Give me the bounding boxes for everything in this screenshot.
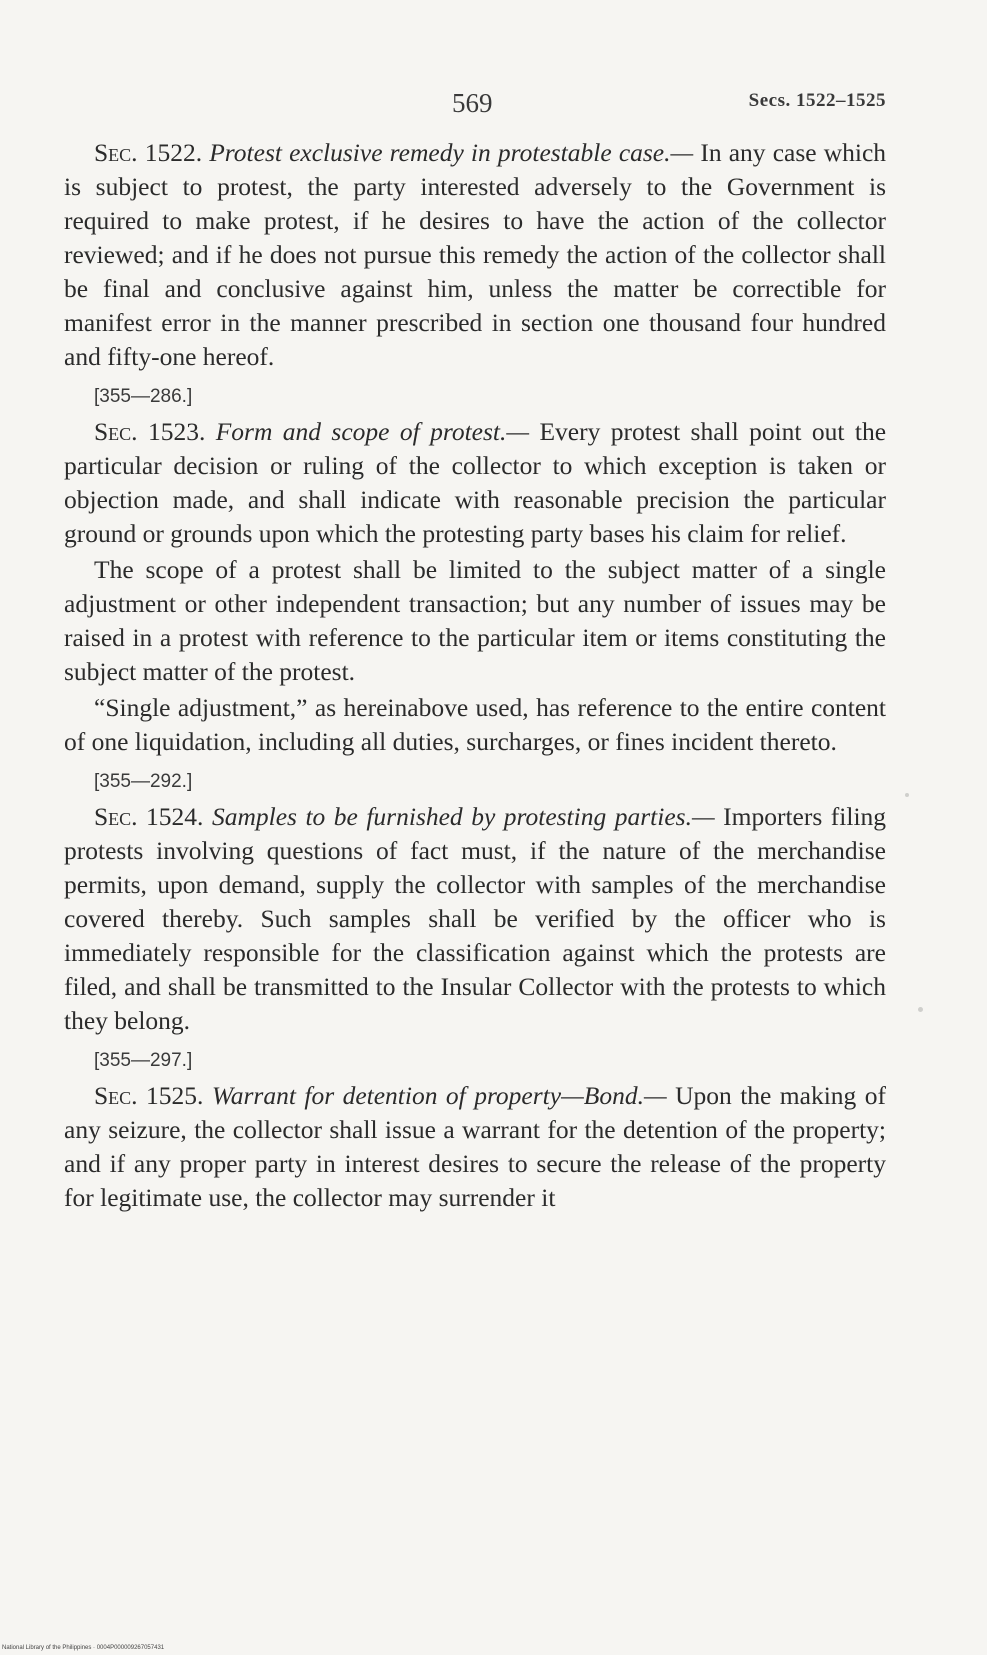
section-paragraph: “Single adjustment,” as hereinabove used, has reference to the entire content of one liquidation, including all duties, surcharges, or fines incident thereto. bbox=[64, 693, 886, 756]
section-label: Sec. 1522. bbox=[94, 138, 203, 167]
citation: [355—286.] bbox=[94, 386, 193, 407]
section-label: Sec. 1524. bbox=[94, 802, 204, 831]
citation: [355—292.] bbox=[94, 771, 193, 792]
section-1522 bbox=[64, 136, 886, 411]
page-header bbox=[64, 84, 886, 136]
scan-speck bbox=[905, 793, 909, 797]
section-body: Every protest shall point out the particular decision or ruling of the collector to which exception is taken or objection made, and shall indicate with reasonable precision the particular ground or grounds upon which the protesting party bases his claim for relief. bbox=[64, 417, 887, 548]
document-page bbox=[64, 84, 886, 1215]
section-1523 bbox=[64, 415, 886, 796]
section-label: Sec. 1523. bbox=[94, 417, 206, 446]
scan-speck bbox=[918, 1007, 923, 1012]
section-1524 bbox=[64, 800, 886, 1075]
section-caption: Protest exclusive remedy in protestable case.— bbox=[209, 138, 694, 167]
section-label: Sec. 1525. bbox=[94, 1081, 204, 1110]
section-body: Importers filing protests involving questions of fact must, if the nature of the merchandise permits, upon demand, supply the collector with samples of the merchandise covered thereby. Such samples shall be verified by the officer who is immediately responsible for the classification against which the protests are filed, and shall be transmitted to the Insular Collector with the protests to which they belong. bbox=[64, 802, 887, 1035]
section-body: In any case which is subject to protest, the party interested adversely to the Government is required to make protest, if he desires to have the action of the collector reviewed; and if he does not pursue this remedy the action of the collector shall be final and conclusive against him, unless the matter be correctible for manifest error in the manner prescribed in section one thousand four hundred and fifty-one hereof. bbox=[64, 138, 887, 371]
section-paragraph: The scope of a protest shall be limited to the subject matter of a single adjustment or other independent transaction; but any number of issues may be raised in a protest with reference to the particular item or items constituting the subject matter of the protest. bbox=[64, 555, 886, 686]
running-head: Secs. 1522–1525 bbox=[748, 90, 886, 111]
section-caption: Warrant for detention of property—Bond.— bbox=[211, 1081, 667, 1110]
section-body: Upon the making of any seizure, the collector shall issue a warrant for the detention of the property; and if any proper party in interest desires to secure the release of the property for legitimate use, the collector may surrender it bbox=[64, 1081, 886, 1212]
section-caption: Form and scope of protest.— bbox=[215, 417, 530, 446]
scan-footer: National Library of the Philippines · 0004P000009267057431 bbox=[2, 1645, 165, 1651]
section-1525 bbox=[64, 1079, 886, 1215]
section-caption: Samples to be furnished by protesting parties.— bbox=[211, 802, 715, 831]
page-number: 569 bbox=[452, 88, 493, 118]
citation: [355—297.] bbox=[94, 1050, 193, 1071]
